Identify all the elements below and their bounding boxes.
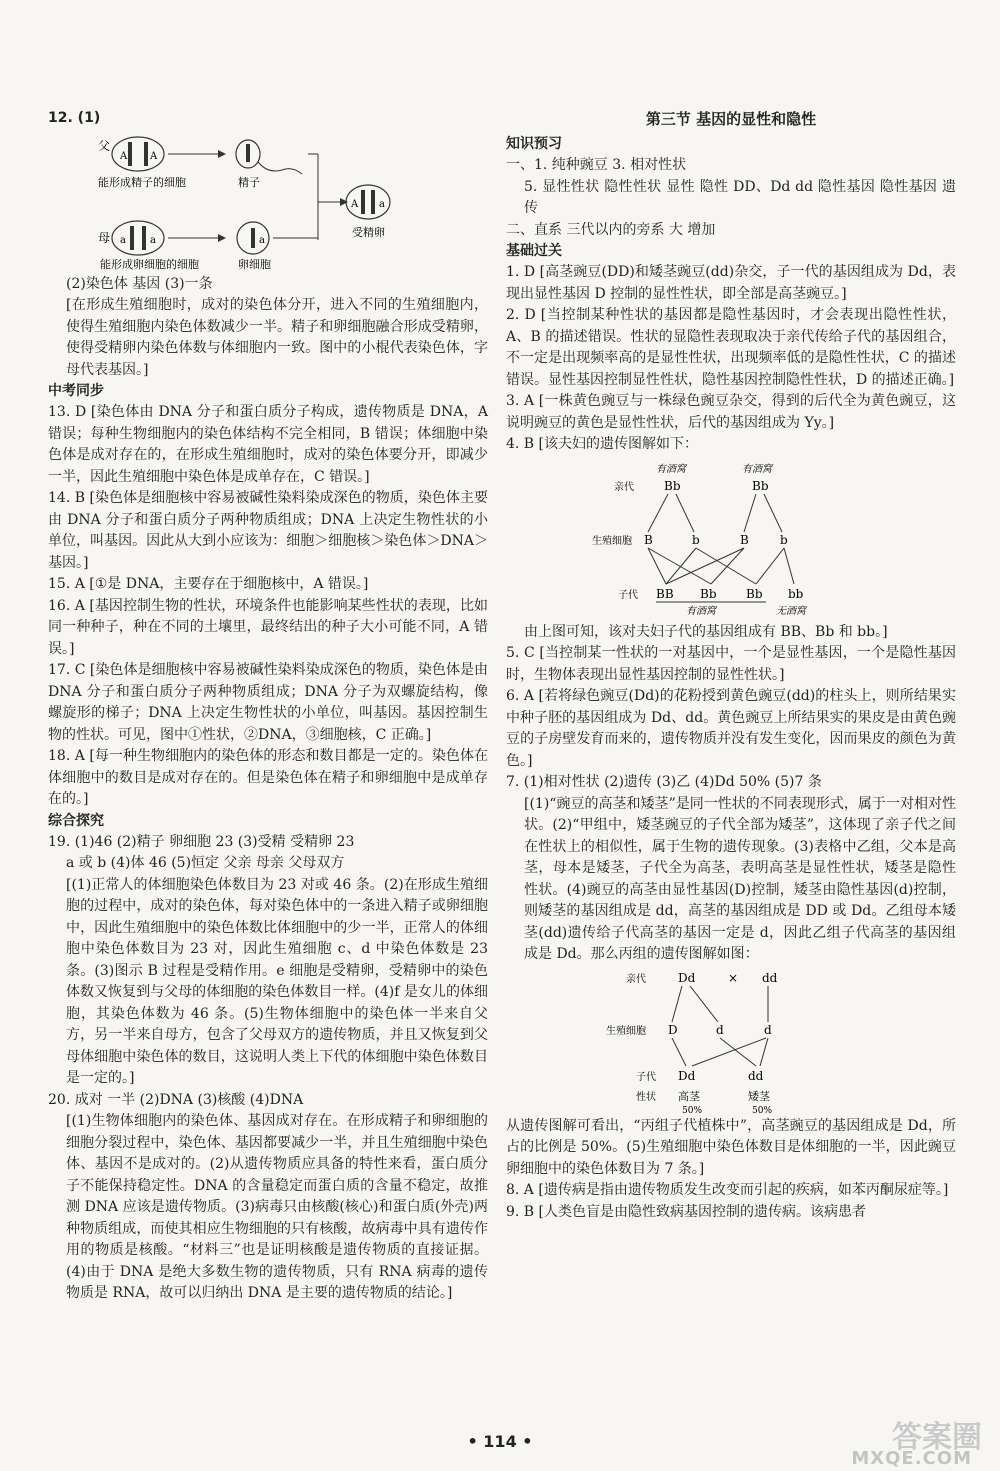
q12-head: 12. (1) [48, 110, 101, 126]
svg-text:父: 父 [98, 138, 111, 153]
svg-text:Bb: Bb [746, 586, 763, 601]
page-number: • 114 • [467, 1432, 533, 1451]
q7-answer: 7. (1)相对性状 (2)遗传 (3)乙 (4)Dd 50% (5)7 条 [506, 774, 822, 790]
q2: 2. D [当控制某种性状的基因都是隐性基因时，才会表现出隐性性状，A、B 的描述错误。性状的显隐性表现取决于亲代传给子代的基因组合，不一定是出现频率高的是显性性状，出现频率低的是隐性性状，C 的描述错误。显性基因控制显性性状，隐性基因控制隐性性状，D 的描述正确。] [506, 307, 956, 388]
svg-text:有酒窝: 有酒窝 [742, 463, 772, 475]
svg-text:亲代: 亲代 [626, 973, 646, 985]
svg-text:Bb: Bb [664, 478, 681, 493]
svg-text:卵细胞: 卵细胞 [238, 257, 271, 271]
left-column [48, 108, 488, 1305]
q9: 9. B [人类色盲是由隐性致病基因控制的遗传病。该病患者 [506, 1203, 867, 1220]
svg-text:性状: 性状 [636, 1091, 656, 1103]
svg-text:d: d [764, 1022, 772, 1037]
q1: 1. D [高茎豌豆(DD)和矮茎豌豆(dd)杂交，子一代的基因组成为 Dd，表现出显性基因 D 控制的显性性状，即全部是高茎豌豆。] [506, 264, 956, 302]
svg-text:×: × [728, 970, 739, 985]
q12-answer: (2)染色体 基因 (3)一条 [66, 275, 213, 292]
q12-explanation: [在形成生殖细胞时，成对的染色体分开，进入不同的生殖细胞内，使得生殖细胞内染色体数减少一半。精子和卵细胞融合形成受精卵，使得受精卵内染色体数与体细胞内一致。图中的小棍代表染色体，字母代表基因。] [66, 297, 488, 378]
q7-explanation: [(1)“豌豆的高茎和矮茎”是同一性状的不同表现形式，属于一对相对性状。(2)“甲组中，矮茎豌豆的子代全部为矮茎”，这体现了亲子代之间在性状上的相似性，属于生物的遗传现象。(3)表格中乙组，父本是高茎，母本是矮茎，子代全为高茎，表明高茎是显性性状，矮茎是隐性性状。(4)豌豆的高茎由显性基因(D)控制，矮茎由隐性基因(d)控制，则矮茎的基因组成是 dd，高茎的基因组成是 DD 或 Dd。乙组母本矮茎(dd)遗传给子代高茎的基因一定是 d，因此乙组子代高茎的基因组成是 Dd。那么丙组的遗传图解如图： [524, 795, 956, 962]
yuxi-line-1: 一、1. 纯种豌豆 3. 相对性状 [506, 157, 687, 173]
svg-text:bb: bb [788, 586, 804, 601]
svg-text:有酒窝: 有酒窝 [686, 605, 716, 617]
svg-text:B: B [644, 532, 653, 547]
svg-text:Dd: Dd [678, 1068, 696, 1083]
dimple-inheritance-diagram [506, 458, 956, 620]
svg-text:Dd: Dd [678, 970, 696, 985]
svg-text:dd: dd [762, 970, 778, 985]
svg-text:能形成精子的细胞: 能形成精子的细胞 [98, 175, 186, 189]
q20-explanation: [(1)生物体细胞内的染色体、基因成对存在。在形成精子和卵细胞的细胞分裂过程中，染色体、基因都要减少一半，并且生殖细胞中染色体、基因不是成对的。(2)从遗传物质应具备的特性来看，蛋白质分子不能保持稳定性。DNA 的含量稳定而蛋白质的含量不稳定，故推测 DNA 应该是遗传物质。(3)病毒只由核酸(核心)和蛋白质(外壳)两种物质组成，而使其相应生物细胞的只有核酸，故病毒中具有遗传作用的物质是核酸。“材料三”也是证明核酸是遗传物质的直接证据。(4)由于 DNA 是绝大多数生物的遗传物质，只有 RNA 病毒的遗传物质是 RNA，故可以归纳出 DNA 是主要的遗传物质的结论。] [66, 1113, 488, 1301]
svg-text:子代: 子代 [636, 1071, 656, 1083]
svg-text:Bb: Bb [700, 586, 717, 601]
svg-text:BB: BB [656, 586, 674, 601]
svg-text:有酒窝: 有酒窝 [656, 463, 686, 475]
q16: 16. A [基因控制生物的性状，环境条件也能影响某些性状的表现，比如同一种种子，种在不同的土壤里，最终结出的种子大小可能不同，A 错误。] [48, 597, 488, 657]
section-yuxi: 知识预习 [506, 136, 562, 152]
svg-text:50%: 50% [752, 1105, 773, 1114]
svg-text:A: A [150, 150, 158, 162]
meiosis-diagram [48, 132, 488, 272]
q4-tail: 由上图可知，该对夫妇子代的基因组成有 BB、Bb 和 bb。] [524, 623, 888, 640]
q6: 6. A [若将绿色豌豆(Dd)的花粉授到黄色豌豆(dd)的柱头上，则所结果实中种子胚的基因组成为 Dd、dd。黄色豌豆上所结果实的果皮是由黄色豌豆的子房壁发育而来的，遗传物质并没有发生变化，因而果皮的颜色为黄色。] [506, 688, 956, 769]
svg-text:矮茎: 矮茎 [748, 1089, 770, 1103]
q4-head: 4. B [该夫妇的遗传图解如下： [506, 436, 699, 452]
yuxi-line-2: 5. 显性性状 隐性性状 显性 隐性 DD、Dd dd 隐性基因 隐性基因 遗传 [524, 178, 956, 216]
watermark-url: MXQE.COM [851, 1448, 972, 1469]
q15: 15. A [①是 DNA，主要存在于细胞核中，A 错误。] [48, 576, 369, 592]
section-zonghe: 综合探究 [48, 812, 104, 829]
q5: 5. C [当控制某一性状的一对基因中，一个是显性基因，一个是隐性基因时，生物体表现出显性基因控制的显性性状。] [506, 645, 956, 683]
q20-answer: 20. 成对 一半 (2)DNA (3)核酸 (4)DNA [48, 1091, 304, 1108]
svg-text:d: d [716, 1022, 724, 1037]
svg-text:子代: 子代 [618, 589, 638, 601]
q13: 13. D [染色体由 DNA 分子和蛋白质分子构成，遗传物质是 DNA，A 错误；每种生物细胞内的染色体结构不完全相同，B 错误；体细胞中染色体是成对存在的，在形成生殖细胞时，成对的染色体要分开，即减少一半，因此生殖细胞中染色体是成单存在，C 错误。] [48, 404, 488, 485]
svg-text:A: A [351, 198, 359, 210]
watermark-logo: 答案圈 [892, 1420, 982, 1455]
q8: 8. A [遗传病是指由遗传物质发生改变而引起的疾病，如苯丙酮尿症等。] [506, 1182, 949, 1198]
svg-text:b: b [692, 532, 700, 547]
svg-text:生殖细胞: 生殖细胞 [606, 1025, 646, 1037]
yuxi-line-3: 二、直系 三代以内的旁系 大 增加 [506, 221, 716, 238]
section-zhongkao: 中考同步 [48, 383, 104, 399]
svg-text:精子: 精子 [238, 175, 260, 189]
svg-text:能形成卵细胞的细胞: 能形成卵细胞的细胞 [100, 257, 199, 271]
q14: 14. B [染色体是细胞核中容易被碱性染料染成深色的物质，染色体主要由 DNA 分子和蛋白质分子两种物质组成；DNA 上决定生物性状的小单位，叫基因。因此从大到小应该为：细胞＞细胞核＞染色体＞DNA＞基因。] [48, 490, 488, 571]
svg-text:B: B [740, 532, 749, 547]
svg-text:a: a [120, 234, 126, 246]
q18: 18. A [每一种生物细胞内的染色体的形态和数目都是一定的。染色体在体细胞中的数目是成对存在的。但是染色体在精子和卵细胞中是成单存在的。] [48, 748, 488, 807]
section-title: 第三节 基因的显性和隐性 [645, 110, 817, 128]
svg-text:a: a [379, 198, 385, 210]
svg-text:无酒窝: 无酒窝 [776, 605, 806, 617]
q19-answer-2: a 或 b (4)体 46 (5)恒定 父亲 母亲 父母双方 [66, 855, 345, 871]
svg-text:D: D [668, 1022, 678, 1037]
svg-text:A: A [120, 150, 128, 162]
q3: 3. A [一株黄色豌豆与一株绿色豌豆杂交，得到的后代全为黄色豌豆，这说明豌豆的黄色是显性性状，后代的基因组成为 Yy。] [506, 393, 956, 431]
q19-explanation: [(1)正常人的体细胞染色体数目为 23 对或 46 条。(2)在形成生殖细胞的过程中，成对的染色体，每对染色体中的一条进入精子或卵细胞中，因此生殖细胞中的染色体数比体细胞中的少一半，正常人的体细胞中染色体数目为 23 对，因此生殖细胞 c、d 中染色体数是 23 条。(3)图示 B 过程是受精作用。e 细胞是受精卵，受精卵中的染色体数又恢复到与父母的体细胞的染色体数目一样。(4)f 是女儿的体细胞，其染色体数为 46 条。(5)生物体细胞中的染色体一半来自父方，另一半来自母方，包含了父母双方的遗传物质，并且又恢复到父母体细胞中染色体的数目，这说明人类上下代的体细胞中染色体数目是一定的。] [66, 876, 488, 1086]
q19-answer-1: 19. (1)46 (2)精子 卵细胞 23 (3)受精 受精卵 23 [48, 833, 355, 850]
svg-text:受精卵: 受精卵 [352, 225, 385, 239]
svg-text:Bb: Bb [752, 478, 769, 493]
q7-tail: 从遗传图解可看出，“丙组子代植株中”，高茎豌豆的基因组成是 Dd，所占的比例是 50%。(5)生殖细胞中染色体数目是体细胞的一半，因此豌豆卵细胞中的染色体数目为 7 条。] [506, 1117, 956, 1177]
svg-text:dd: dd [748, 1068, 764, 1083]
svg-text:母: 母 [98, 230, 111, 245]
svg-text:生殖细胞: 生殖细胞 [592, 535, 632, 547]
section-jichu: 基础过关 [506, 243, 562, 259]
stem-inheritance-diagram [506, 968, 956, 1114]
svg-text:亲代: 亲代 [614, 481, 634, 493]
svg-text:a: a [150, 234, 156, 246]
svg-text:a: a [259, 234, 265, 246]
right-column [506, 108, 956, 1223]
svg-text:50%: 50% [682, 1105, 703, 1114]
q17: 17. C [染色体是细胞核中容易被碱性染料染成深色的物质，染色体是由 DNA 分子和蛋白质分子两种物质组成；DNA 分子为双螺旋结构，像螺旋形的梯子；DNA 上决定生物性状的小单位，叫基因。基因控制生物的性状。可见，图中①性状，②DNA，③细胞核，C 正确。] [48, 662, 488, 743]
svg-text:高茎: 高茎 [678, 1089, 700, 1103]
svg-text:b: b [780, 532, 788, 547]
